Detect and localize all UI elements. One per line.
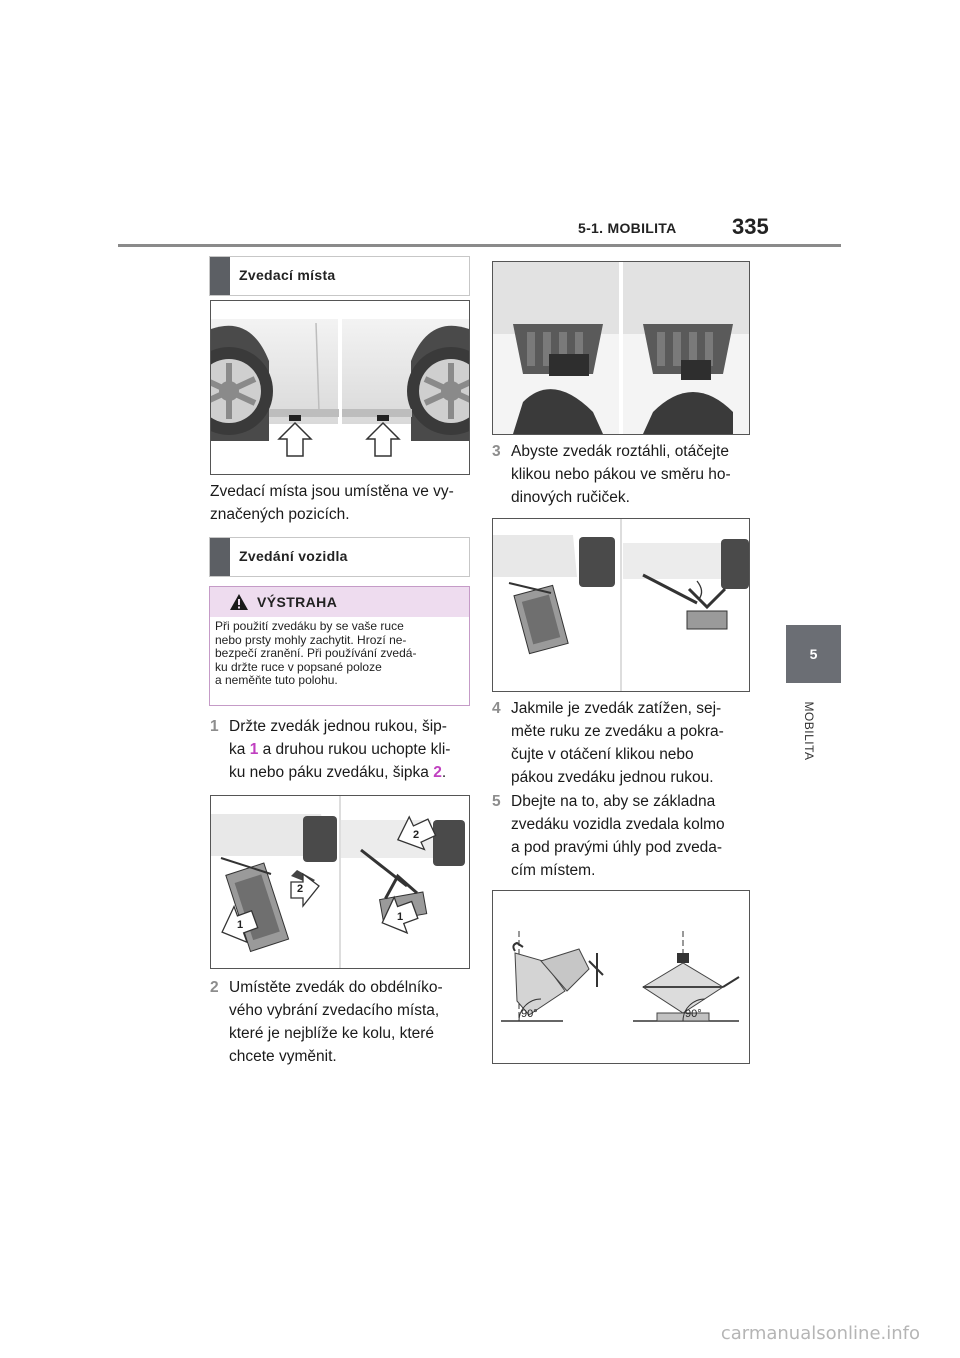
warning-text: Při použití zvedáku by se vaše ruce nebo prsty mohly zachytit. Hrozí ne- bezpečí zranění. Při používání zvedá- ku držte ruce v popsané poloze a neměňte tuto polohu.: [215, 619, 417, 688]
arrow-ref-2: 2: [433, 764, 442, 781]
step-2: [210, 976, 475, 1071]
header-rule: [118, 244, 841, 247]
jack-in-recess-figure: [492, 261, 750, 435]
jack-cranking-figure: [492, 518, 750, 692]
step-1-line2: ka 1 a druhou rukou uchopte kli-: [229, 741, 451, 758]
section-title: Zvedací místa: [239, 267, 336, 283]
jack-handling-figure: [210, 795, 470, 969]
section-marker: [210, 538, 230, 576]
arrow-ref-1: 1: [249, 741, 259, 758]
warning-box: [209, 586, 470, 706]
chapter-side-label: MOBILITA: [802, 701, 816, 761]
section-marker: [210, 257, 230, 295]
section-title: Zvedání vozidla: [239, 548, 348, 564]
angle-label-left: 90°: [521, 1008, 538, 1020]
step-number: 1: [210, 718, 219, 735]
warning-header: [210, 587, 469, 617]
lift-points-figure: [210, 300, 470, 475]
warning-title: VÝSTRAHA: [257, 594, 338, 610]
step-3-text: Abyste zvedák roztáhli, otáčejte klikou nebo pákou ve směru ho- dinových ručiček.: [511, 443, 731, 506]
step-2-text: Umístěte zvedák do obdélníko- vého vybrání zvedacího místa, které je nejblíže ke kolu, které chcete vyměnit.: [229, 979, 443, 1065]
lift-points-text: Zvedací místa jsou umístěna ve vy- značených pozicích.: [210, 483, 454, 523]
step-1: [210, 715, 475, 785]
step-number: 3: [492, 443, 501, 460]
angle-label-right: 90°: [685, 1008, 702, 1020]
figure-label-1: 1: [237, 919, 244, 931]
step-number: 2: [210, 979, 219, 996]
step-4-text: Jakmile je zvedák zatížen, sej- měte ruku ze zvedáku a pokra- čujte v otáčení klikou nebo pákou zvedáku jednou rukou.: [511, 700, 724, 786]
jack-right-angle-figure: [492, 890, 750, 1064]
step-number: 5: [492, 793, 501, 810]
figure-label-1b: 1: [397, 911, 404, 923]
chapter-tab[interactable]: 5: [786, 625, 841, 683]
section-lifting: [209, 537, 470, 577]
step-3: [492, 440, 757, 512]
step-number: 4: [492, 700, 501, 717]
section-lift-points: [209, 256, 470, 296]
figure-label-2a: 2: [297, 883, 304, 895]
step-1-line1: Držte zvedák jednou rukou, šip-: [229, 718, 447, 735]
watermark: carmanualsonline.info: [720, 1323, 920, 1344]
figure-label-2b: 2: [413, 829, 420, 841]
step-5: [492, 790, 757, 885]
step-4: [492, 697, 757, 792]
step-5-text: Dbejte na to, aby se základna zvedáku vozidla zvedala kolmo a pod pravými úhly pod zveda- cím místem.: [511, 793, 725, 879]
warning-triangle-icon: [229, 593, 249, 611]
page-number: 335: [732, 214, 769, 239]
section-heading: 5-1. MOBILITA: [578, 220, 677, 236]
step-1-line3: ku nebo páku zvedáku, šipka 2.: [229, 764, 447, 781]
